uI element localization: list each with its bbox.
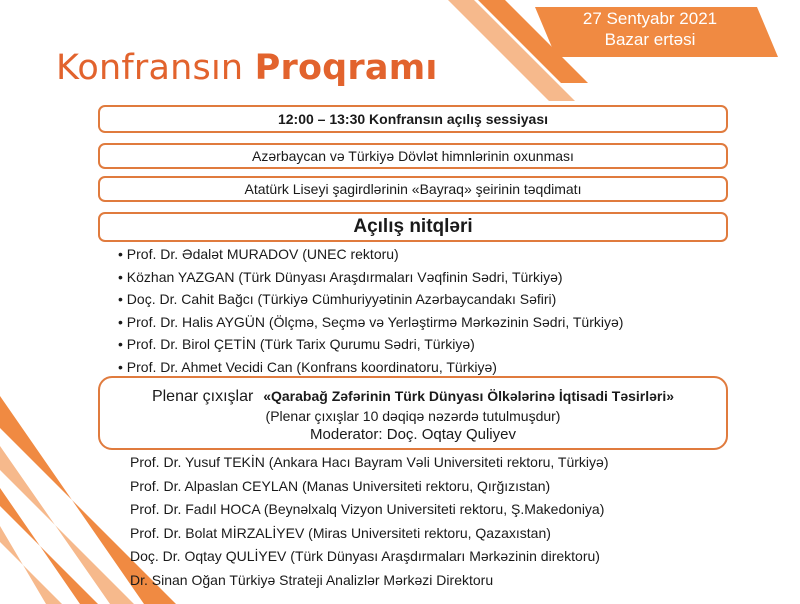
- list-item: • Prof. Dr. Ədalət MURADOV (UNEC rektoru): [118, 246, 399, 262]
- date-banner-text: [560, 8, 740, 50]
- poem-box: Atatürk Liseyi şagirdlərinin «Bayraq» şeirinin təqdimatı: [98, 176, 728, 202]
- list-item: Prof. Dr. Bolat MİRZALİYEV (Miras Universiteti rektoru, Qazaxıstan): [130, 524, 551, 541]
- moderator-name: Doç. Oqtay Quliyev: [382, 426, 516, 443]
- title-part2: Proqramı: [254, 48, 438, 88]
- title-part1: Konfransın: [56, 48, 255, 88]
- anthems-box: Azərbaycan və Türkiyə Dövlət himnlərinin oxunması: [98, 143, 728, 169]
- list-item: Prof. Dr. Fadıl HOCA (Beynəlxalq Vizyon Universiteti rektoru, Ş.Makedoniya): [130, 501, 605, 517]
- list-item: • Prof. Dr. Birol ÇETİN (Türk Tarix Qurumu Sədri, Türkiyə): [118, 336, 475, 352]
- plenary-note: (Plenar çıxışlar 10 dəqiqə nəzərdə tutulmuşdur): [265, 408, 561, 424]
- plenary-box: [98, 376, 728, 450]
- plenary-speakers-list: [130, 451, 609, 592]
- moderator-label: Moderator:: [310, 426, 383, 443]
- list-item: • Prof. Dr. Halis AYGÜN (Ölçmə, Seçmə və Yerləştirmə Mərkəzinin Sədri, Türkiyə): [118, 313, 624, 330]
- list-item: • Közhan YAZGAN (Türk Dünyası Araşdırmaları Vəqfinin Sədri, Türkiyə): [118, 268, 563, 285]
- opening-session-box: 12:00 – 13:30 Konfransın açılış sessiyası: [98, 105, 728, 133]
- list-item: Dr. Sinan Oğan Türkiyə Strateji Analizlər Mərkəzi Direktoru: [130, 571, 494, 588]
- page-title: [56, 48, 438, 88]
- plenary-label: Plenar çıxışlar: [151, 388, 254, 405]
- date: 27 Sentyabr 2021: [582, 9, 718, 28]
- list-item: • Doç. Dr. Cahit Bağcı (Türkiyə Cümhuriyyətinin Azərbaycandakı Səfiri): [118, 291, 557, 307]
- opening-speeches-heading: Açılış nitqləri: [98, 212, 728, 242]
- list-item: Prof. Dr. Yusuf TEKİN (Ankara Hacı Bayram Vəli Universiteti rektoru, Türkiyə): [130, 454, 609, 470]
- list-item: Doç. Dr. Oqtay QULİYEV (Türk Dünyası Araşdırmaları Mərkəzinin direktoru): [130, 548, 600, 564]
- bottom-stripe-4: [0, 526, 62, 604]
- bottom-stripe-3: [0, 488, 98, 604]
- plenary-title: «Qarabağ Zəfərinin Türk Dünyası Ölkələrinə İqtisadi Təsirləri»: [263, 388, 675, 404]
- list-item: • Prof. Dr. Ahmet Vecidi Can (Konfrans koordinatoru, Türkiyə): [118, 358, 497, 375]
- list-item: Prof. Dr. Alpaslan CEYLAN (Manas Universiteti rektoru, Qırğızıstan): [130, 477, 551, 494]
- opening-speakers-list: [118, 243, 623, 378]
- weekday: Bazar ertəsi: [604, 30, 696, 49]
